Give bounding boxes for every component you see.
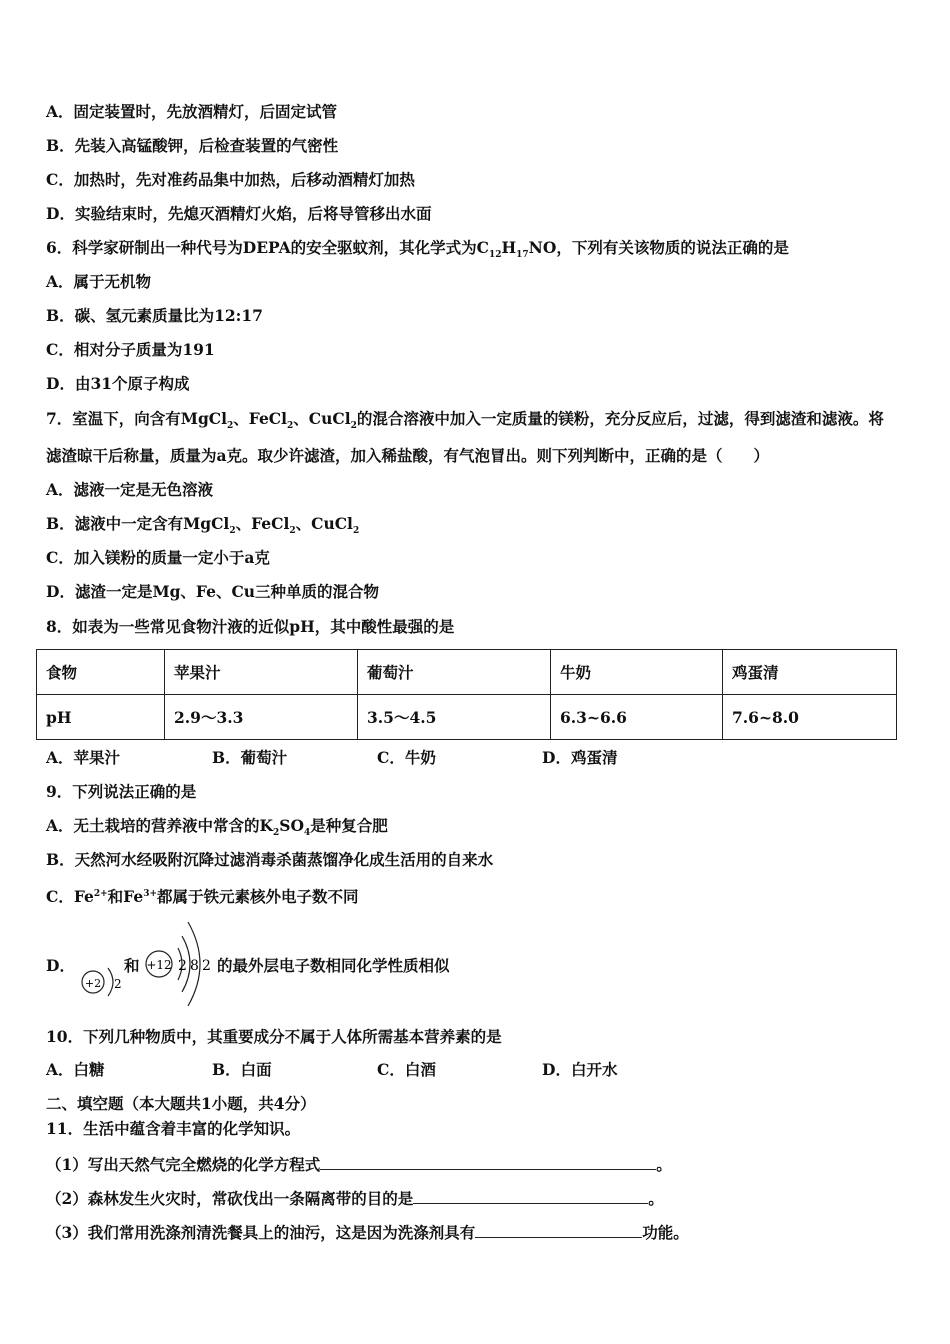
table-cell: 7.6~8.0 — [723, 695, 897, 740]
q11-part-1: （1）写出天然气完全燃烧的化学方程式 。 — [46, 1155, 672, 1174]
q8-option-b: B．葡萄汁 — [212, 748, 288, 767]
q7-option-d: D．滤渣一定是Mg、Fe、Cu三种单质的混合物 — [46, 582, 380, 601]
q7-stem-line1: 7．室温下，向含有MgCl$_2$、FeCl$_2$、CuCl$_2$的混合溶液中加入一定质量的镁粉，充分反应后，过滤，得到滤渣和滤液。将 — [46, 409, 884, 432]
q5-option-d: D．实验结束时，先熄灭酒精灯火焰，后将导管移出水面 — [46, 204, 432, 223]
q7-option-b: B．滤液中一定含有MgCl$_2$、FeCl$_2$、CuCl$_2$ — [46, 514, 360, 537]
shell-electron-count: 2 — [178, 958, 187, 974]
q10-option-a: A．白糖 — [46, 1060, 105, 1079]
q7-stem-line2: 滤渣晾干后称量，质量为a克。取少许滤渣，加入稀盐酸，有气泡冒出。则下列判断中，正确的是（ ） — [46, 446, 770, 465]
section-title: 二、填空题（本大题共1小题，共4分） — [46, 1094, 316, 1113]
q6-option-a: A．属于无机物 — [46, 272, 152, 291]
table-header-row — [37, 650, 897, 695]
nucleus-charge: +2 — [84, 977, 102, 990]
table-cell: 6.3~6.6 — [551, 695, 723, 740]
nucleus-charge: +12 — [146, 958, 172, 972]
q6-option-d: D．由31个原子构成 — [46, 374, 190, 393]
table-cell: 牛奶 — [551, 650, 723, 695]
q5-option-b: B．先装入高锰酸钾，后检查装置的气密性 — [46, 136, 339, 155]
table-cell: 食物 — [37, 650, 165, 695]
q9-option-a: A．无土栽培的营养液中常含的$K_2SO_4$是种复合肥 — [46, 816, 388, 839]
q9-stem: 9．下列说法正确的是 — [46, 782, 197, 801]
answer-blank[interactable] — [320, 1153, 656, 1170]
q8-option-d: D．鸡蛋清 — [542, 748, 618, 767]
shell-electron-count: 2 — [202, 958, 211, 974]
q8-stem: 8．如表为一些常见食物汁液的近似pH，其中酸性最强的是 — [46, 617, 455, 636]
q8-option-a: A．苹果汁 — [46, 748, 121, 767]
shell-electron-count: 2 — [114, 977, 122, 991]
helium-atom-diagram — [76, 958, 126, 1004]
q11-part-3: （3）我们常用洗涤剂清洗餐具上的油污，这是因为洗涤剂具有 功能。 — [46, 1223, 689, 1242]
q11-part-2: （2）森林发生火灾时，常砍伐出一条隔离带的目的是 。 — [46, 1189, 664, 1208]
table-cell: 苹果汁 — [165, 650, 358, 695]
magnesium-atom-diagram — [142, 914, 218, 1010]
q7-option-c: C．加入镁粉的质量一定小于a克 — [46, 548, 270, 567]
q8-option-c: C．牛奶 — [377, 748, 436, 767]
table-cell: pH — [37, 695, 165, 740]
q10-option-d: D．白开水 — [542, 1060, 618, 1079]
q11-stem: 11．生活中蕴含着丰富的化学知识。 — [46, 1119, 301, 1138]
q9-option-b: B．天然河水经吸附沉降过滤消毒杀菌蒸馏净化成生活用的自来水 — [46, 850, 494, 869]
answer-blank[interactable] — [413, 1187, 648, 1204]
table-cell: 葡萄汁 — [358, 650, 551, 695]
q5-option-c: C．加热时，先对准药品集中加热，后移动酒精灯加热 — [46, 170, 415, 189]
q9-option-d-and: 和 — [124, 956, 140, 975]
q10-stem: 10．下列几种物质中，其重要成分不属于人体所需基本营养素的是 — [46, 1027, 502, 1046]
q5-option-a: A．固定装置时，先放酒精灯，后固定试管 — [46, 102, 338, 121]
q6-option-c: C．相对分子质量为191 — [46, 340, 215, 359]
q10-option-b: B．白面 — [212, 1060, 272, 1079]
q6-option-b: B．碳、氢元素质量比为12:17 — [46, 306, 263, 325]
table-cell: 鸡蛋清 — [723, 650, 897, 695]
table-row — [37, 695, 897, 740]
q9-option-c: C．$Fe^{2+}$和$Fe^{3+}$都属于铁元素核外电子数不同 — [46, 887, 359, 907]
table-cell: 3.5～4.5 — [358, 695, 551, 740]
ph-table — [36, 649, 897, 740]
q9-option-d-label: D． — [46, 956, 75, 975]
table-cell: 2.9～3.3 — [165, 695, 358, 740]
electron-shell — [108, 968, 113, 996]
q10-option-c: C．白酒 — [377, 1060, 436, 1079]
q6-stem: 6．科学家研制出一种代号为DEPA的安全驱蚊剂，其化学式为$C_{12}H_{17}NO$，下列有关该物质的说法正确的是 — [46, 238, 789, 261]
q7-option-a: A．滤液一定是无色溶液 — [46, 480, 214, 499]
q9-option-d-text: 的最外层电子数相同化学性质相似 — [217, 956, 450, 975]
shell-electron-count: 8 — [190, 958, 199, 974]
answer-blank[interactable] — [475, 1221, 642, 1238]
